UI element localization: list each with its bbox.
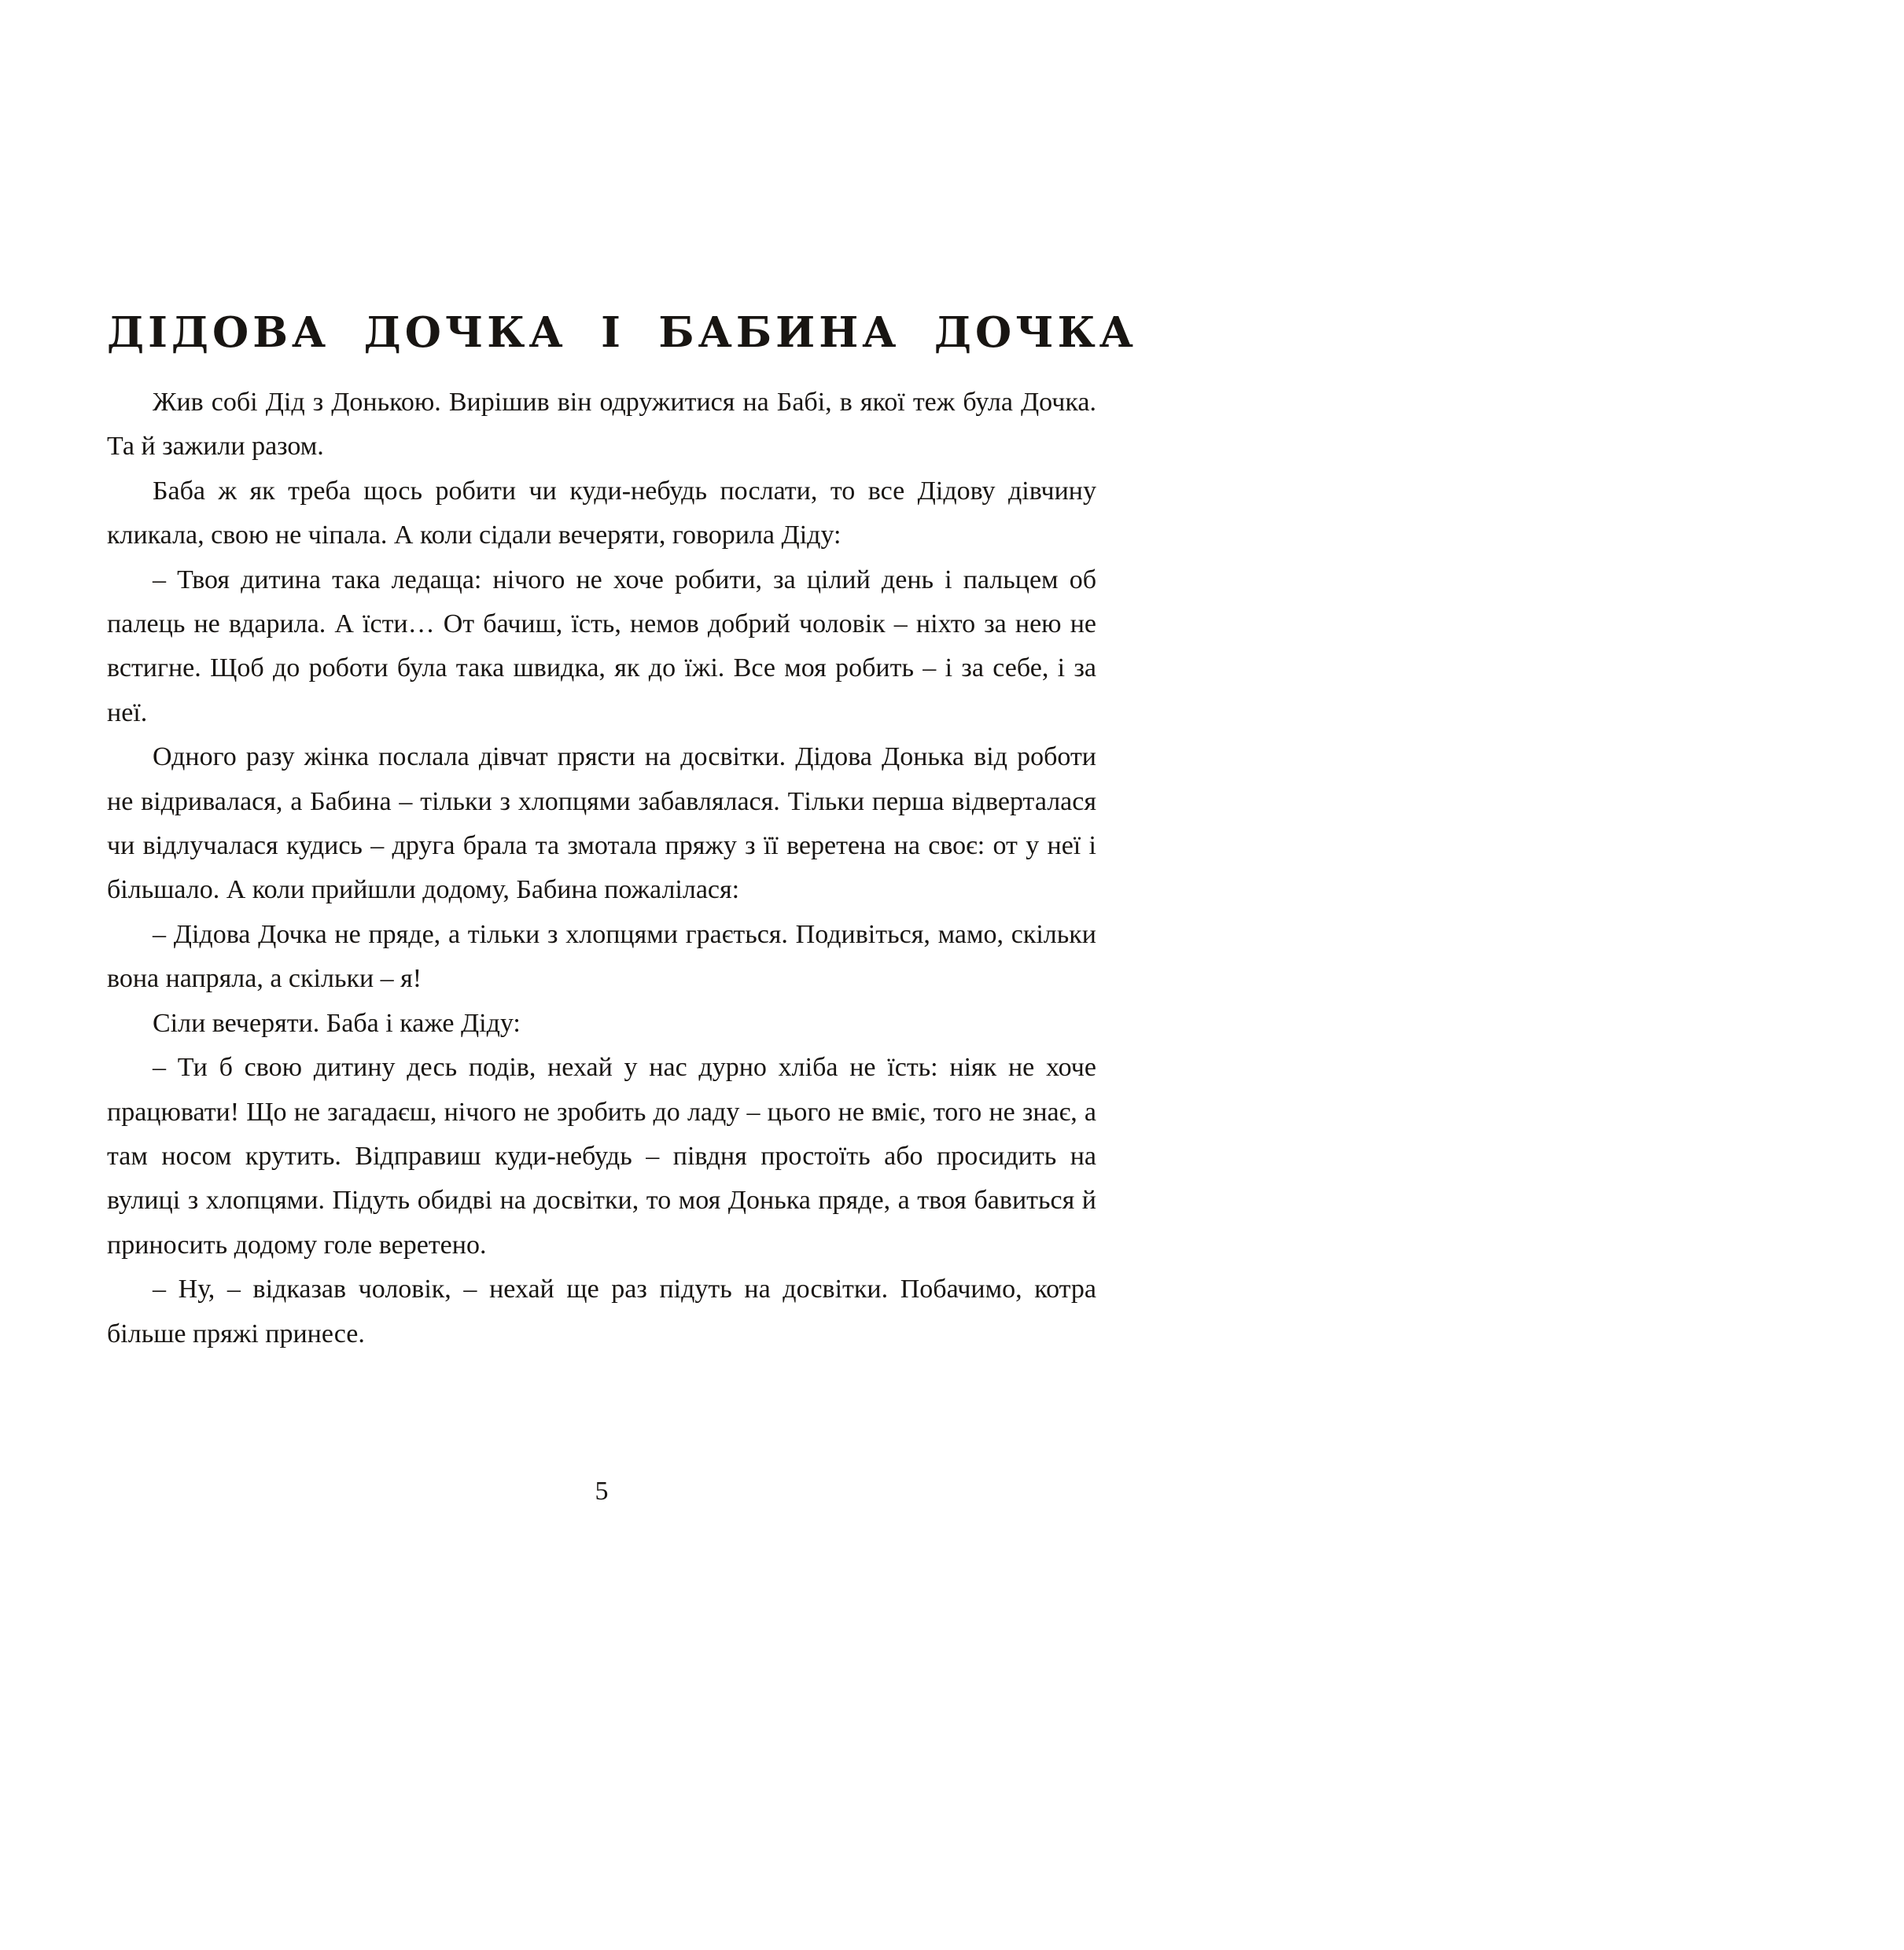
paragraph: – Ну, – відказав чоловік, – нехай ще раз підуть на досвітки. Побачимо, котра більше пряжі принесе.	[107, 1275, 1096, 1348]
paragraph: Баба ж як треба щось робити чи куди-небудь послати, то все Дідову дівчину кликала, свою не чіпала. А коли сідали вечеряти, говорила Діду:	[107, 476, 1096, 550]
story-text	[107, 381, 1096, 1356]
paragraph: Жив собі Дід з Донькою. Вирішив він одружитися на Бабі, в якої теж була Дочка. Та й зажили разом.	[107, 388, 1096, 462]
paragraph: – Твоя дитина така ледаща: нічого не хоче робити, за цілий день і пальцем об палець не вдарила. А їсти… От бачиш, їсть, немов добрий чоловік – ніхто за нею не встигне. Щоб до роботи була така швидка, як до їжі. Все моя робить – і за себе, і за неї.	[107, 565, 1096, 727]
paragraph: Сіли вечеряти. Баба і каже Діду:	[153, 1008, 521, 1038]
chapter-title: ДІДОВА ДОЧКА І БАБИНА ДОЧКА	[107, 308, 1137, 357]
paragraph: – Ти б свою дитину десь подів, нехай у нас дурно хліба не їсть: ніяк не хоче працювати! Що не загадаєш, нічого не зробить до ладу – цього не вміє, того не знає, а там носом крутить. Відправиш куди-небудь – півдня простоїть або просидить на вулиці з хлопцями. Підуть обидві на досвітки, то моя Донька пряде, а твоя бавиться й приносить додому голе веретено.	[107, 1053, 1096, 1260]
paragraph: – Дідова Дочка не пряде, а тільки з хлопцями грається. Подивіться, мамо, скільки вона напряла, а скільки – я!	[107, 919, 1096, 994]
page-number: 5	[595, 1477, 609, 1506]
text-column	[107, 308, 1137, 1356]
paragraph: Одного разу жінка послала дівчат прясти на досвітки. Дідова Донька від роботи не відривалася, а Бабина – тільки з хлопцями забавлялася. Тільки перша відверталася чи відлучалася кудись – друга брала та змотала пряжу з її веретена на своє: от у неї і більшало. А коли прийшли додому, Бабина пожалілася:	[107, 742, 1096, 905]
